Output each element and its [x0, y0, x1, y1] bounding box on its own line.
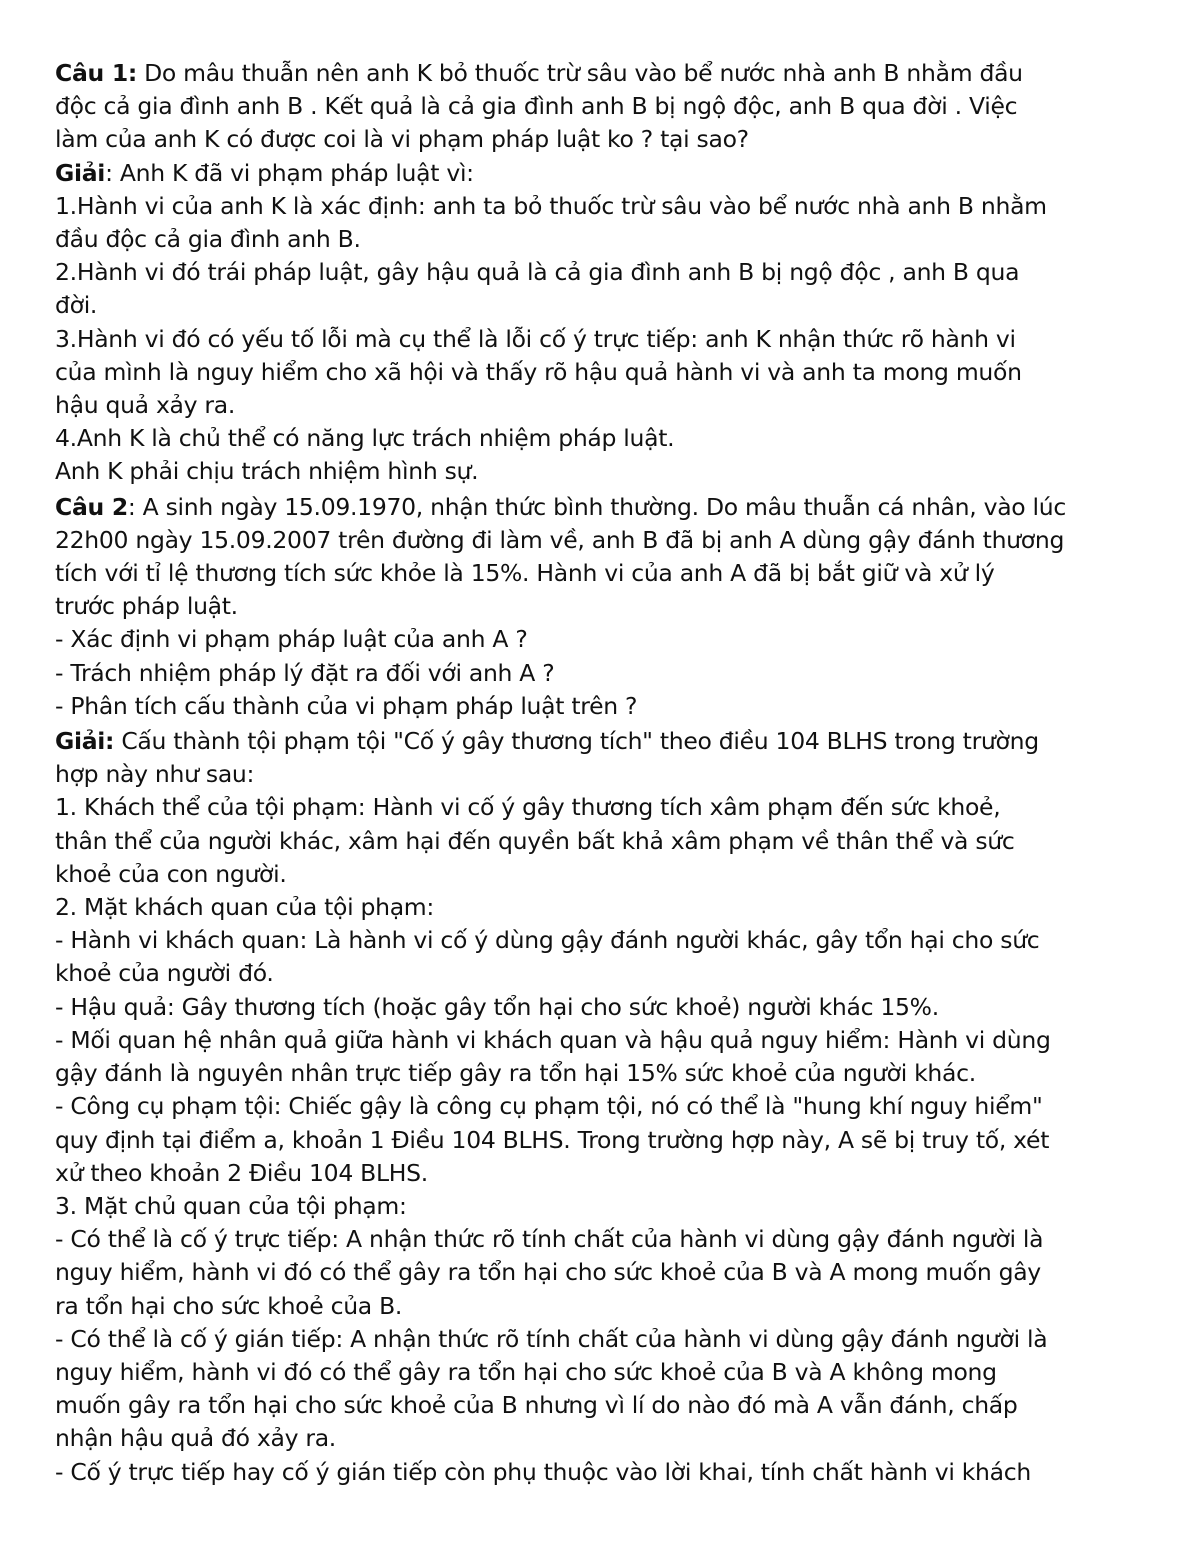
q2-answer-line: muốn gây ra tổn hại cho sức khoẻ của B nhưng vì lí do nào đó mà A vẫn đánh, chấp: [55, 1391, 1018, 1420]
q2-answer-line: khoẻ của con người.: [55, 859, 287, 888]
q2-line-1: [55, 491, 1155, 524]
q1-answer-heading: [55, 157, 1155, 190]
q2-answer-line: - Mối quan hệ nhân quả giữa hành vi khách quan và hậu quả nguy hiểm: Hành vi dùng: [55, 1025, 1051, 1054]
q1-answer-line: Anh K phải chịu trách nhiệm hình sự.: [55, 457, 479, 486]
q1-question-line: độc cả gia đình anh B . Kết quả là cả gia đình anh B bị ngộ độc, anh B qua đời . Việc: [55, 92, 1018, 121]
q2-answer-line: xử theo khoản 2 Điều 104 BLHS.: [55, 1158, 428, 1187]
q2-question-line: - Trách nhiệm pháp lý đặt ra đối với anh A ?: [55, 658, 555, 687]
q2-answer-line: - Có thể là cố ý gián tiếp: A nhận thức rõ tính chất của hành vi dùng gậy đánh người là: [55, 1324, 1048, 1353]
q2-label: Câu 2: [55, 492, 128, 521]
q1-answer-intro: : Anh K đã vi phạm pháp luật vì:: [105, 158, 474, 187]
q1-answer-line: 4.Anh K là chủ thể có năng lực trách nhiệm pháp luật.: [55, 424, 675, 453]
q1-answer-line: 1.Hành vi của anh K là xác định: anh ta bỏ thuốc trừ sâu vào bể nước nhà anh B nhằm: [55, 191, 1047, 220]
q2-answer-line: khoẻ của người đó.: [55, 959, 274, 988]
q2-question-text: : A sinh ngày 15.09.1970, nhận thức bình thường. Do mâu thuẫn cá nhân, vào lúc: [127, 492, 1066, 521]
q2-answer-line: gậy đánh là nguyên nhân trực tiếp gây ra tổn hại 15% sức khoẻ của người khác.: [55, 1059, 976, 1088]
q2-answer-line: 3. Mặt chủ quan của tội phạm:: [55, 1191, 407, 1220]
q2-answer-line: - Có thể là cố ý trực tiếp: A nhận thức rõ tính chất của hành vi dùng gậy đánh người là: [55, 1225, 1044, 1254]
q1-label: Câu 1:: [55, 59, 137, 87]
q2-question-line: 22h00 ngày 15.09.2007 trên đường đi làm về, anh B đã bị anh A dùng gậy đánh thương: [55, 525, 1065, 554]
q2-question-line: - Xác định vi phạm pháp luật của anh A ?: [55, 625, 528, 654]
q2-answer-line: 1. Khách thể của tội phạm: Hành vi cố ý gây thương tích xâm phạm đến sức khoẻ,: [55, 793, 1001, 822]
q2-answer-line: ra tổn hại cho sức khoẻ của B.: [55, 1291, 403, 1320]
q2-answer-line: - Hành vi khách quan: Là hành vi cố ý dùng gậy đánh người khác, gây tổn hại cho sức: [55, 926, 1040, 955]
q2-question-line: tích với tỉ lệ thương tích sức khỏe là 15%. Hành vi của anh A đã bị bắt giữ và xử lý: [55, 559, 995, 588]
q1-answer-line: 2.Hành vi đó trái pháp luật, gây hậu quả là cả gia đình anh B bị ngộ độc , anh B qua: [55, 258, 1020, 287]
q2-answer-heading: [55, 725, 1155, 758]
q2-answer-line: thân thể của người khác, xâm hại đến quyền bất khả xâm phạm về thân thể và sức: [55, 826, 1015, 855]
q2-answer-line: quy định tại điểm a, khoản 1 Điều 104 BLHS. Trong trường hợp này, A sẽ bị truy tố, xét: [55, 1125, 1050, 1154]
q2-answer-line: hợp này như sau:: [55, 760, 255, 789]
q1-answer-label: Giải: [55, 158, 106, 187]
q2-answer-line: - Hậu quả: Gây thương tích (hoặc gây tổn hại cho sức khoẻ) người khác 15%.: [55, 992, 939, 1021]
document-page: [55, 57, 1155, 1489]
q1-question-text: Do mâu thuẫn nên anh K bỏ thuốc trừ sâu vào bể nước nhà anh B nhằm đầu: [136, 59, 1023, 87]
q2-answer-line: 2. Mặt khách quan của tội phạm:: [55, 893, 435, 922]
q2-question-line: trước pháp luật.: [55, 592, 238, 621]
q2-answer-intro: Cấu thành tội phạm tội "Cố ý gây thương tích" theo điều 104 BLHS trong trường: [114, 727, 1039, 756]
q1-answer-line: 3.Hành vi đó có yếu tố lỗi mà cụ thể là lỗi cố ý trực tiếp: anh K nhận thức rõ hành vi: [55, 324, 1016, 353]
q1-line-1: [55, 57, 1155, 90]
q1-answer-line: của mình là nguy hiểm cho xã hội và thấy rõ hậu quả hành vi và anh ta mong muốn: [55, 357, 1022, 386]
q2-answer-label: Giải:: [55, 727, 115, 756]
q2-answer-line: - Công cụ phạm tội: Chiếc gậy là công cụ phạm tội, nó có thể là "hung khí nguy hiểm": [55, 1092, 1043, 1121]
q1-question-line: làm của anh K có được coi là vi phạm pháp luật ko ? tại sao?: [55, 125, 749, 154]
q2-answer-line: - Cố ý trực tiếp hay cố ý gián tiếp còn phụ thuộc vào lời khai, tính chất hành vi khách: [55, 1457, 1031, 1486]
q2-answer-line: nhận hậu quả đó xảy ra.: [55, 1424, 336, 1453]
q1-answer-line: hậu quả xảy ra.: [55, 391, 236, 420]
q1-answer-line: đầu độc cả gia đình anh B.: [55, 225, 361, 254]
q1-answer-line: đời.: [55, 291, 98, 320]
q2-answer-line: nguy hiểm, hành vi đó có thể gây ra tổn hại cho sức khoẻ của B và A không mong: [55, 1357, 997, 1386]
q2-question-line: - Phân tích cấu thành của vi phạm pháp luật trên ?: [55, 691, 638, 720]
q2-answer-line: nguy hiểm, hành vi đó có thể gây ra tổn hại cho sức khoẻ của B và A mong muốn gây: [55, 1258, 1041, 1287]
